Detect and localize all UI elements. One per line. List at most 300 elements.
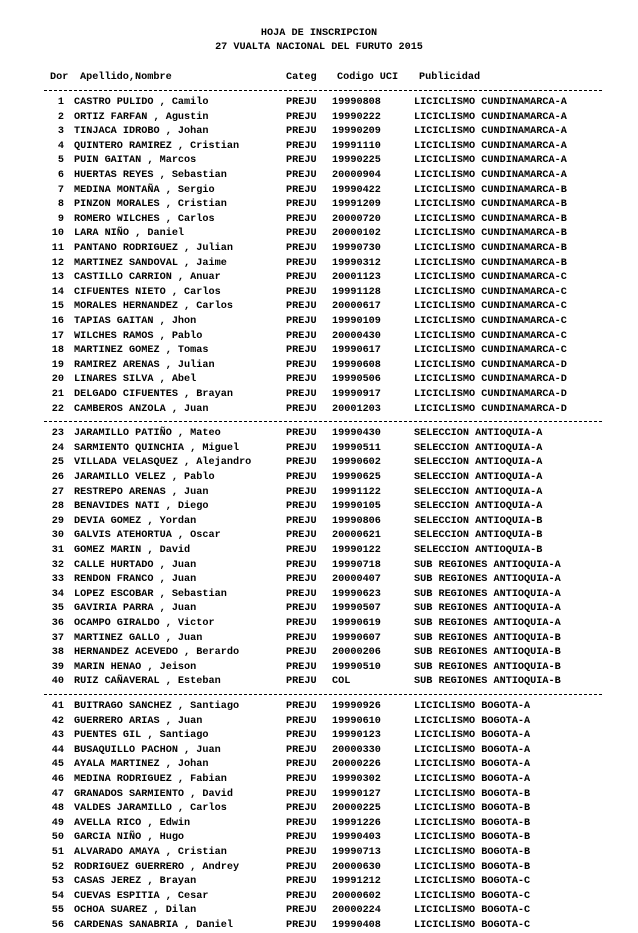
- entry-dorsal: 13: [51, 272, 64, 284]
- entry-dorsal: 54: [51, 890, 64, 902]
- entry-row: [0, 602, 638, 616]
- entry-name: RESTREPO ARENAS , Juan: [74, 486, 209, 498]
- entry-name: BENAVIDES NATI , Diego: [74, 501, 209, 513]
- entry-dorsal: 33: [51, 574, 64, 586]
- entry-sponsor: SUB REGIONES ANTIOQUIA-B: [414, 632, 561, 644]
- entry-uci-code: 19990209: [332, 126, 381, 138]
- entry-row: [0, 359, 638, 373]
- entry-category: PREJU: [286, 316, 317, 327]
- entry-uci-code: 19990926: [332, 701, 381, 712]
- entry-uci-code: 20001123: [332, 272, 381, 284]
- entry-name: HUERTAS REYES , Sebastian: [74, 170, 227, 181]
- entry-dorsal: 55: [51, 905, 64, 917]
- entry-uci-code: 19990422: [332, 184, 381, 196]
- entry-category: PREJU: [286, 126, 317, 138]
- entry-row: [0, 675, 638, 689]
- entry-dorsal: 35: [51, 603, 64, 615]
- entry-dorsal: 3: [57, 126, 64, 138]
- entry-name: BUSAQUILLO PACHON , Juan: [74, 744, 221, 756]
- entry-category: PREJU: [286, 788, 317, 800]
- entry-sponsor: SELECCION ANTIOQUIA-B: [414, 530, 543, 542]
- entry-row: [0, 919, 638, 933]
- entry-sponsor: LICICLISMO CUNDINAMARCA-C: [414, 316, 567, 327]
- entry-sponsor: SELECCION ANTIOQUIA-A: [414, 472, 543, 483]
- entry-category: PREJU: [286, 774, 317, 785]
- entry-category: PREJU: [286, 545, 317, 556]
- document-title: HOJA DE INSCRIPCION: [260, 28, 378, 39]
- entry-dorsal: 7: [57, 184, 64, 196]
- entry-sponsor: LICICLISMO CUNDINAMARCA-B: [414, 228, 567, 240]
- entry-sponsor: SELECCION ANTIOQUIA-A: [414, 501, 543, 513]
- entry-name: MARIN HENAO , Jeison: [74, 661, 197, 673]
- entry-sponsor: SELECCION ANTIOQUIA-A: [414, 457, 543, 469]
- entry-dorsal: 17: [51, 330, 64, 342]
- entry-category: PREJU: [286, 170, 317, 181]
- entry-row: [0, 802, 638, 816]
- entry-name: HERNANDEZ ACEVEDO , Berardo: [74, 647, 240, 659]
- entry-name: ALVARADO AMAYA , Cristian: [74, 847, 227, 858]
- entry-name: GALVIS ATEHORTUA , Oscar: [74, 530, 221, 542]
- entry-uci-code: 20000224: [332, 905, 381, 917]
- entry-sponsor: LICICLISMO BOGOTA-B: [414, 788, 531, 800]
- entry-dorsal: 20: [51, 374, 64, 386]
- entry-uci-code: 19990123: [332, 730, 381, 742]
- entry-name: PANTANO RODRIGUEZ , Julian: [74, 243, 233, 254]
- entry-name: MEDINA MONTAÑA , Sergio: [74, 184, 215, 196]
- entry-dorsal: 50: [51, 832, 64, 844]
- entry-category: PREJU: [286, 876, 317, 888]
- entry-category: PREJU: [286, 359, 317, 371]
- entry-category: PREJU: [286, 832, 317, 844]
- entry-uci-code: 20000617: [332, 301, 381, 313]
- entry-sponsor: LICICLISMO BOGOTA-B: [414, 832, 531, 844]
- entry-name: QUINTERO RAMIREZ , Cristian: [74, 140, 240, 152]
- entry-category: PREJU: [286, 701, 317, 712]
- entry-name: LARA NIÑO , Daniel: [74, 228, 185, 240]
- entry-name: GUERRERO ARIAS , Juan: [74, 715, 203, 727]
- entry-sponsor: LICICLISMO BOGOTA-A: [414, 744, 531, 756]
- entry-row: [0, 904, 638, 918]
- entry-uci-code: 19990507: [332, 603, 381, 615]
- entry-sponsor: SUB REGIONES ANTIOQUIA-A: [414, 588, 561, 600]
- entry-name: RODRIGUEZ GUERRERO , Andrey: [74, 861, 240, 873]
- entry-dorsal: 46: [51, 774, 64, 785]
- entry-uci-code: 19990730: [332, 243, 381, 254]
- entry-name: AVELLA RICO , Edwin: [74, 817, 191, 829]
- entry-uci-code: 19990619: [332, 618, 381, 629]
- entry-sponsor: LICICLISMO BOGOTA-C: [414, 920, 531, 931]
- entry-name: GRANADOS SARMIENTO , David: [74, 788, 233, 800]
- entry-row: [0, 486, 638, 500]
- entry-dorsal: 36: [51, 618, 64, 629]
- entry-row: [0, 125, 638, 139]
- entry-name: CASTRO PULIDO , Camilo: [74, 97, 209, 108]
- entry-dorsal: 44: [51, 744, 64, 756]
- entry-sponsor: LICICLISMO BOGOTA-A: [414, 701, 531, 712]
- entry-name: WILCHES RAMOS , Pablo: [74, 330, 203, 342]
- entry-uci-code: 19990302: [332, 774, 381, 785]
- entry-uci-code: 19990607: [332, 632, 381, 644]
- entry-uci-code: 19990511: [332, 442, 381, 454]
- entry-dorsal: 14: [51, 286, 64, 298]
- entry-row: [0, 198, 638, 212]
- entry-category: PREJU: [286, 257, 317, 269]
- entry-name: OCAMPO GIRALDO , Victor: [74, 618, 215, 629]
- entry-uci-code: 19990430: [332, 428, 381, 440]
- entry-category: PREJU: [286, 890, 317, 902]
- entry-category: PREJU: [286, 905, 317, 917]
- entry-uci-code: 19991128: [332, 286, 381, 298]
- entry-uci-code: 19990109: [332, 316, 381, 327]
- entry-dorsal: 40: [51, 676, 64, 688]
- entry-dorsal: 16: [51, 316, 64, 327]
- entry-sponsor: LICICLISMO CUNDINAMARCA-D: [414, 403, 567, 415]
- entry-row: [0, 661, 638, 675]
- entry-category: PREJU: [286, 759, 317, 771]
- entry-row: [0, 111, 638, 125]
- entry-row: [0, 403, 638, 417]
- dashed-separator: [44, 421, 602, 422]
- entry-category: PREJU: [286, 817, 317, 829]
- entry-row: [0, 96, 638, 110]
- entry-row: [0, 846, 638, 860]
- entry-category: PREJU: [286, 715, 317, 727]
- entry-sponsor: SUB REGIONES ANTIOQUIA-A: [414, 618, 561, 629]
- entry-row: [0, 213, 638, 227]
- entry-uci-code: 20000621: [332, 530, 381, 542]
- entry-dorsal: 25: [51, 457, 64, 469]
- entry-sponsor: LICICLISMO BOGOTA-B: [414, 803, 531, 815]
- entry-dorsal: 42: [51, 715, 64, 727]
- entry-row: [0, 500, 638, 514]
- entry-name: PINZON MORALES , Cristian: [74, 199, 227, 211]
- entry-name: ORTIZ FARFAN , Agustin: [74, 111, 209, 123]
- entry-row: [0, 442, 638, 456]
- column-header-uci-code: Codigo UCI: [337, 72, 399, 83]
- entry-sponsor: LICICLISMO CUNDINAMARCA-A: [414, 97, 567, 108]
- entry-name: OCHOA SUAREZ , Dilan: [74, 905, 197, 917]
- entry-dorsal: 27: [51, 486, 64, 498]
- entry-sponsor: LICICLISMO CUNDINAMARCA-D: [414, 374, 567, 386]
- entry-dorsal: 48: [51, 803, 64, 815]
- entry-uci-code: 20000330: [332, 744, 381, 756]
- entry-category: PREJU: [286, 472, 317, 483]
- entry-sponsor: LICICLISMO CUNDINAMARCA-C: [414, 345, 567, 357]
- entry-name: CARDENAS SANABRIA , Daniel: [74, 920, 233, 931]
- entry-sponsor: SUB REGIONES ANTIOQUIA-A: [414, 559, 561, 571]
- entry-name: CASAS JEREZ , Brayan: [74, 876, 197, 888]
- entry-category: PREJU: [286, 330, 317, 342]
- entry-uci-code: 19990510: [332, 661, 381, 673]
- entry-row: [0, 861, 638, 875]
- entry-row: [0, 715, 638, 729]
- entry-uci-code: 19990222: [332, 111, 381, 123]
- entry-category: PREJU: [286, 920, 317, 931]
- entry-row: [0, 154, 638, 168]
- entry-row: [0, 875, 638, 889]
- entry-sponsor: LICICLISMO BOGOTA-C: [414, 876, 531, 888]
- entry-row: [0, 227, 638, 241]
- document-subtitle: 27 VUALTA NACIONAL DEL FURUTO 2015: [215, 42, 423, 53]
- entry-uci-code: 19990625: [332, 472, 381, 483]
- entry-uci-code: 19990718: [332, 559, 381, 571]
- entry-uci-code: 19990312: [332, 257, 381, 269]
- entry-dorsal: 56: [51, 920, 64, 931]
- entry-sponsor: SUB REGIONES ANTIOQUIA-B: [414, 661, 561, 673]
- entry-name: JARAMILLO PATIÑO , Mateo: [74, 428, 221, 440]
- entry-uci-code: 19990608: [332, 359, 381, 371]
- entry-sponsor: LICICLISMO CUNDINAMARCA-B: [414, 243, 567, 254]
- entry-category: PREJU: [286, 730, 317, 742]
- entry-sponsor: SELECCION ANTIOQUIA-A: [414, 442, 543, 454]
- entry-sponsor: LICICLISMO CUNDINAMARCA-B: [414, 199, 567, 211]
- entry-uci-code: 19990127: [332, 788, 381, 800]
- entry-uci-code: 19990403: [332, 832, 381, 844]
- entry-sponsor: LICICLISMO BOGOTA-A: [414, 715, 531, 727]
- entry-dorsal: 12: [51, 257, 64, 269]
- entry-sponsor: LICICLISMO CUNDINAMARCA-A: [414, 170, 567, 181]
- entry-name: VALDES JARAMILLO , Carlos: [74, 803, 227, 815]
- entry-name: CALLE HURTADO , Juan: [74, 559, 197, 571]
- entry-category: PREJU: [286, 647, 317, 659]
- entry-sponsor: SELECCION ANTIOQUIA-B: [414, 545, 543, 556]
- entry-name: BUITRAGO SANCHEZ , Santiago: [74, 701, 240, 712]
- entry-row: [0, 544, 638, 558]
- entry-sponsor: LICICLISMO BOGOTA-B: [414, 847, 531, 858]
- entry-name: GAVIRIA PARRA , Juan: [74, 603, 197, 615]
- entry-row: [0, 271, 638, 285]
- entry-uci-code: 19990713: [332, 847, 381, 858]
- entry-sponsor: LICICLISMO CUNDINAMARCA-D: [414, 359, 567, 371]
- entry-uci-code: COL: [332, 676, 351, 688]
- column-header-name: Apellido,Nombre: [80, 72, 172, 83]
- entry-name: SARMIENTO QUINCHIA , Miguel: [74, 442, 240, 454]
- entry-name: TAPIAS GAITAN , Jhon: [74, 316, 197, 327]
- entry-uci-code: 19991122: [332, 486, 381, 498]
- entry-name: PUENTES GIL , Santiago: [74, 730, 209, 742]
- entry-uci-code: 19990225: [332, 155, 381, 167]
- entry-sponsor: SUB REGIONES ANTIOQUIA-A: [414, 574, 561, 586]
- entry-dorsal: 18: [51, 345, 64, 357]
- entry-category: PREJU: [286, 97, 317, 108]
- entry-sponsor: SUB REGIONES ANTIOQUIA-B: [414, 647, 561, 659]
- entry-dorsal: 23: [51, 428, 64, 440]
- entry-dorsal: 6: [57, 170, 64, 181]
- entry-dorsal: 31: [51, 545, 64, 556]
- entry-dorsal: 32: [51, 559, 64, 571]
- entry-name: MARTINEZ SANDOVAL , Jaime: [74, 257, 227, 269]
- entry-category: PREJU: [286, 199, 317, 211]
- entry-sponsor: LICICLISMO CUNDINAMARCA-A: [414, 140, 567, 152]
- entry-category: PREJU: [286, 530, 317, 542]
- entry-row: [0, 744, 638, 758]
- entry-name: CIFUENTES NIETO , Carlos: [74, 286, 221, 298]
- entry-row: [0, 831, 638, 845]
- entry-sponsor: LICICLISMO CUNDINAMARCA-A: [414, 111, 567, 123]
- entry-row: [0, 632, 638, 646]
- entry-sponsor: LICICLISMO BOGOTA-B: [414, 817, 531, 829]
- entry-sponsor: LICICLISMO BOGOTA-A: [414, 730, 531, 742]
- entry-sponsor: LICICLISMO BOGOTA-C: [414, 905, 531, 917]
- entry-row: [0, 184, 638, 198]
- entry-name: CASTILLO CARRION , Anuar: [74, 272, 221, 284]
- entry-row: [0, 471, 638, 485]
- entry-row: [0, 646, 638, 660]
- entry-name: PUIN GAITAN , Marcos: [74, 155, 197, 167]
- entry-uci-code: 20000206: [332, 647, 381, 659]
- entry-dorsal: 8: [57, 199, 64, 211]
- dashed-separator: [44, 694, 602, 695]
- entry-row: [0, 729, 638, 743]
- entry-dorsal: 4: [57, 140, 64, 152]
- entry-category: PREJU: [286, 676, 317, 688]
- entry-uci-code: 19991212: [332, 876, 381, 888]
- entry-sponsor: LICICLISMO CUNDINAMARCA-D: [414, 389, 567, 400]
- entry-sponsor: SUB REGIONES ANTIOQUIA-A: [414, 603, 561, 615]
- entry-category: PREJU: [286, 286, 317, 298]
- entry-uci-code: 20000602: [332, 890, 381, 902]
- entry-sponsor: LICICLISMO BOGOTA-B: [414, 861, 531, 873]
- entry-uci-code: 19990408: [332, 920, 381, 931]
- entry-category: PREJU: [286, 661, 317, 673]
- entry-uci-code: 19990506: [332, 374, 381, 386]
- entry-name: MARTINEZ GALLO , Juan: [74, 632, 203, 644]
- entry-row: [0, 890, 638, 904]
- entry-uci-code: 19990602: [332, 457, 381, 469]
- entry-category: PREJU: [286, 272, 317, 284]
- entry-category: PREJU: [286, 847, 317, 858]
- entry-row: [0, 758, 638, 772]
- entry-uci-code: 19990610: [332, 715, 381, 727]
- entry-uci-code: 20000225: [332, 803, 381, 815]
- entry-dorsal: 15: [51, 301, 64, 313]
- entry-name: DEVIA GOMEZ , Yordan: [74, 515, 197, 527]
- entry-sponsor: LICICLISMO CUNDINAMARCA-C: [414, 272, 567, 284]
- entry-name: MARTINEZ GOMEZ , Tomas: [74, 345, 209, 357]
- entry-sponsor: SELECCION ANTIOQUIA-A: [414, 486, 543, 498]
- entry-dorsal: 28: [51, 501, 64, 513]
- entry-name: RAMIREZ ARENAS , Julian: [74, 359, 215, 371]
- entry-uci-code: 19990806: [332, 515, 381, 527]
- dashed-separator: [44, 90, 602, 91]
- entry-dorsal: 41: [51, 701, 64, 712]
- entry-sponsor: LICICLISMO CUNDINAMARCA-A: [414, 126, 567, 138]
- entry-sponsor: LICICLISMO BOGOTA-A: [414, 759, 531, 771]
- entry-uci-code: 19990617: [332, 345, 381, 357]
- entry-sponsor: LICICLISMO CUNDINAMARCA-C: [414, 286, 567, 298]
- entry-row: [0, 286, 638, 300]
- entry-category: PREJU: [286, 574, 317, 586]
- entry-uci-code: 20000226: [332, 759, 381, 771]
- entry-category: PREJU: [286, 744, 317, 756]
- entry-sponsor: LICICLISMO BOGOTA-C: [414, 890, 531, 902]
- entry-name: DELGADO CIFUENTES , Brayan: [74, 389, 233, 400]
- entry-category: PREJU: [286, 442, 317, 454]
- entry-row: [0, 817, 638, 831]
- entry-sponsor: SELECCION ANTIOQUIA-B: [414, 515, 543, 527]
- entry-row: [0, 344, 638, 358]
- entry-category: PREJU: [286, 228, 317, 240]
- entry-dorsal: 22: [51, 403, 64, 415]
- entry-row: [0, 529, 638, 543]
- entry-sponsor: LICICLISMO CUNDINAMARCA-C: [414, 301, 567, 313]
- entry-row: [0, 315, 638, 329]
- entry-uci-code: 20000630: [332, 861, 381, 873]
- entry-name: GARCIA NIÑO , Hugo: [74, 832, 185, 844]
- entry-row: [0, 515, 638, 529]
- entry-category: PREJU: [286, 486, 317, 498]
- entry-dorsal: 43: [51, 730, 64, 742]
- entry-dorsal: 5: [57, 155, 64, 167]
- entry-category: PREJU: [286, 140, 317, 152]
- entry-uci-code: 20001203: [332, 403, 381, 415]
- entry-row: [0, 330, 638, 344]
- entry-row: [0, 373, 638, 387]
- entry-name: TINJACA IDROBO , Johan: [74, 126, 209, 138]
- entry-row: [0, 300, 638, 314]
- entry-uci-code: 19990917: [332, 389, 381, 400]
- entry-dorsal: 52: [51, 861, 64, 873]
- entry-uci-code: 20000904: [332, 170, 381, 181]
- entry-name: ROMERO WILCHES , Carlos: [74, 213, 215, 225]
- entry-dorsal: 38: [51, 647, 64, 659]
- column-header-sponsor: Publicidad: [419, 72, 481, 83]
- entry-uci-code: 19990122: [332, 545, 381, 556]
- entry-uci-code: 20000720: [332, 213, 381, 225]
- entry-uci-code: 19991226: [332, 817, 381, 829]
- entry-sponsor: LICICLISMO CUNDINAMARCA-A: [414, 155, 567, 167]
- entry-row: [0, 788, 638, 802]
- entry-dorsal: 10: [51, 228, 64, 240]
- entry-dorsal: 45: [51, 759, 64, 771]
- entry-row: [0, 169, 638, 183]
- entry-dorsal: 51: [51, 847, 64, 858]
- entry-dorsal: 47: [51, 788, 64, 800]
- entry-row: [0, 588, 638, 602]
- entry-sponsor: LICICLISMO CUNDINAMARCA-B: [414, 257, 567, 269]
- entry-category: PREJU: [286, 861, 317, 873]
- entry-dorsal: 49: [51, 817, 64, 829]
- entry-category: PREJU: [286, 501, 317, 513]
- entry-category: PREJU: [286, 603, 317, 615]
- entry-name: LINARES SILVA , Abel: [74, 374, 197, 386]
- entry-sponsor: LICICLISMO CUNDINAMARCA-B: [414, 184, 567, 196]
- entry-name: JARAMILLO VELEZ , Pablo: [74, 472, 215, 483]
- entry-row: [0, 700, 638, 714]
- entry-sponsor: LICICLISMO CUNDINAMARCA-B: [414, 213, 567, 225]
- entry-sponsor: SELECCION ANTIOQUIA-A: [414, 428, 543, 440]
- entry-uci-code: 19990623: [332, 588, 381, 600]
- entry-dorsal: 2: [57, 111, 64, 123]
- entry-sponsor: SUB REGIONES ANTIOQUIA-B: [414, 676, 561, 688]
- entry-uci-code: 19990808: [332, 97, 381, 108]
- entry-name: MORALES HERNANDEZ , Carlos: [74, 301, 233, 313]
- entry-uci-code: 19991209: [332, 199, 381, 211]
- column-header-dor: Dor: [50, 72, 69, 83]
- entry-category: PREJU: [286, 301, 317, 313]
- entry-name: CUEVAS ESPITIA , Cesar: [74, 890, 209, 902]
- entry-name: VILLADA VELASQUEZ , Alejandro: [74, 457, 252, 469]
- entry-dorsal: 24: [51, 442, 64, 454]
- entry-uci-code: 19991110: [332, 140, 381, 152]
- entry-dorsal: 1: [57, 97, 64, 108]
- entry-dorsal: 34: [51, 588, 64, 600]
- entry-category: PREJU: [286, 559, 317, 571]
- entry-category: PREJU: [286, 515, 317, 527]
- entry-sponsor: LICICLISMO BOGOTA-A: [414, 774, 531, 785]
- entry-category: PREJU: [286, 184, 317, 196]
- entry-uci-code: 20000102: [332, 228, 381, 240]
